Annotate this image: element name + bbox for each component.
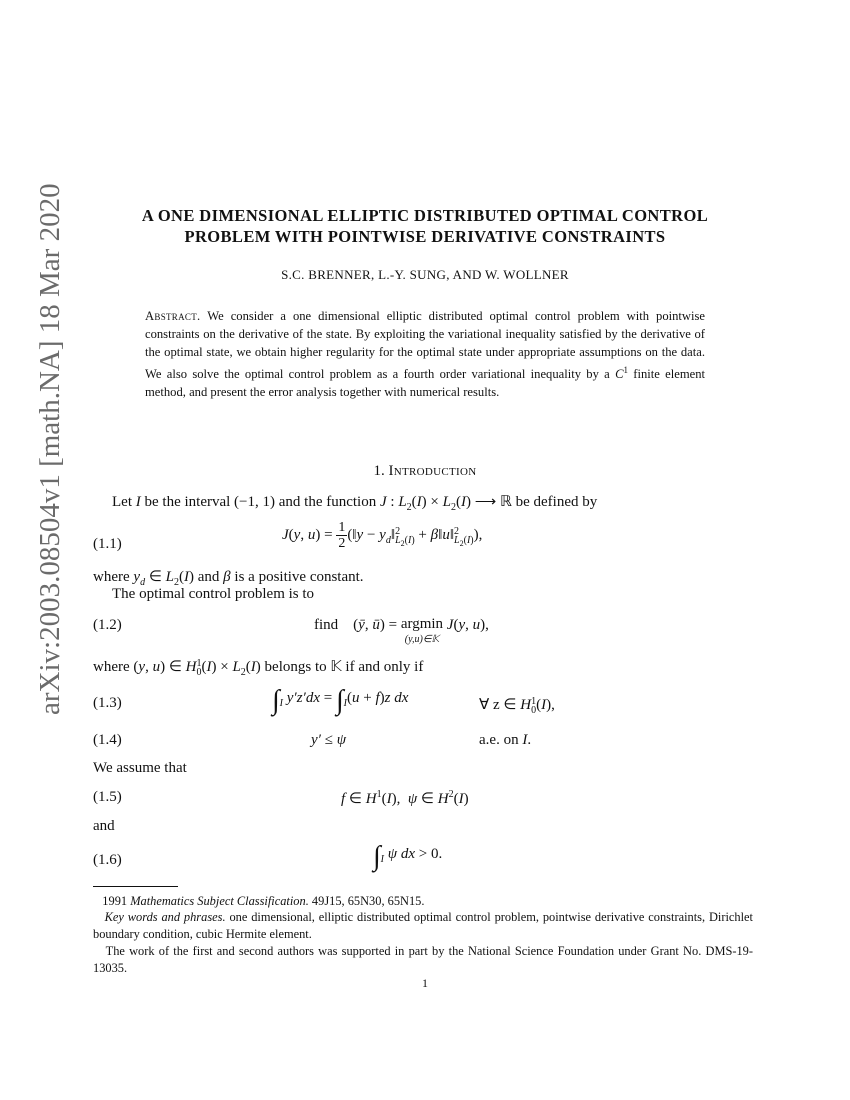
msc-year: 1991 <box>102 894 128 908</box>
section-heading <box>60 463 790 480</box>
equation-1-5: f ∈ $H^1(I)$, ψ ∈ $H^2(I)$ <box>341 789 469 807</box>
page-number: 1 <box>422 976 428 990</box>
text-find: find <box>314 617 339 633</box>
equation-number-1-3: (1.3) <box>93 695 122 711</box>
equation-1-1: J(y, u) = $\frac{1}{2}$ (‖y − $y_d‖2$ $L_2(I)$ + β‖u‖2 $L_2(I)$), <box>282 520 483 551</box>
funding-text: The work of the first and second authors was supported in part by the National Science Foundation under Grant No. DMS-19-13035. <box>93 944 754 975</box>
abstract <box>145 307 705 401</box>
text-where: where <box>93 569 130 585</box>
equation-number-1-1: (1.1) <box>93 536 122 552</box>
abstract-text-2: finite element method, and present the error analysis together with numerical results. <box>145 367 706 400</box>
msc-codes: 49J15, 65N30, 65N15. <box>311 894 425 908</box>
c1-superscript: 1 <box>623 365 628 375</box>
equation-number-1-2: (1.2) <box>93 617 122 633</box>
title-line-1: A ONE DIMENSIONAL ELLIPTIC DISTRIBUTED OPTIMAL CONTROL <box>141 206 709 225</box>
equation-1-6: $\int_I$ ψ dx > 0. <box>373 841 443 872</box>
abstract-label: Abstract. <box>145 309 201 323</box>
text-positive-constant: is a positive constant. <box>234 569 364 585</box>
text-interval: be the interval (−1, 1) and the function <box>144 494 377 510</box>
text-and: and <box>197 569 220 585</box>
intro-paragraph-4: where (y, u) ∈ H1 $0(I) \times L_2(I)$ belongs to 𝕂 if and only if <box>93 658 424 678</box>
keywords-text: one dimensional, elliptic distributed optimal control problem, pointwise derivative constraints, Dirichlet boundary condition, cubic Hermite element. <box>93 910 753 941</box>
text-belongs: belongs to 𝕂 if and only if <box>264 659 424 675</box>
text-defined-by: be defined by <box>515 494 598 510</box>
equation-1-4: y′ ≤ ψ <box>311 732 347 748</box>
arxiv-identifier: arXiv:2003.08504v1 [math.NA] 18 Mar 2020 <box>34 183 66 715</box>
intro-paragraph-1: Let I be the interval (−1, 1) and the function J : $L_2(I) \times L_2(I)$ ⟶ ℝ be defined by <box>112 494 598 513</box>
equation-number-1-6: (1.6) <box>93 852 122 868</box>
intro-paragraph-3: The optimal control problem is to <box>112 586 315 602</box>
footnote-divider <box>93 886 178 887</box>
authors: S.C. BRENNER, L.-Y. SUNG, AND W. WOLLNER <box>281 267 569 282</box>
c1-symbol: C <box>615 367 624 382</box>
footnote-funding <box>93 943 753 977</box>
equation-1-3: $\int_I$ $y'z'dx = \int_I(u + f)z$ dx <box>272 685 409 716</box>
msc-label: Mathematics Subject Classification. <box>130 894 309 908</box>
text-argmin: argmin <box>400 616 444 632</box>
abstract-text-1: We consider a one dimensional elliptic distributed optimal control problem with pointwise constraints on the derivative of the state. By exploiting the variational inequality satisfied by the derivative of the optimal state, we obtain higher regularity for the optimal state under appropriate assumptions on the data. We also solve the optimal control problem as a fourth order variational inequality by a <box>145 309 706 382</box>
section-number: 1. <box>373 463 385 479</box>
text-let: Let <box>112 494 132 510</box>
footnote-keywords <box>93 909 753 943</box>
text-ae-on: a.e. on <box>479 732 519 748</box>
text-forall: ∀ z ∈ <box>479 697 517 713</box>
intro-paragraph-5: We assume that <box>93 760 187 776</box>
footnote-msc <box>93 893 753 910</box>
equation-1-2: find (ȳ, ū) = argmin (y,u)∈𝕂 J(y, u), <box>314 616 489 645</box>
title-line-2: PROBLEM WITH POINTWISE DERIVATIVE CONSTRAINTS <box>184 227 666 246</box>
text-where-2: where <box>93 659 130 675</box>
equation-1-3-quantifier: ∀ z ∈ H1 0(I), <box>479 696 555 716</box>
equation-1-4-condition: a.e. on I. <box>479 732 532 748</box>
section-title: Introduction <box>388 463 477 479</box>
text-argmin-sub: (y,u)∈𝕂 <box>404 634 440 645</box>
intro-paragraph-2: where $y_d$ ∈ $L_2(I)$ and β is a positive constant. <box>93 569 364 588</box>
keywords-label: Key words and phrases. <box>104 910 226 924</box>
paper-title <box>60 205 790 247</box>
equation-number-1-4: (1.4) <box>93 732 122 748</box>
equation-number-1-5: (1.5) <box>93 789 122 805</box>
intro-paragraph-6: and <box>93 818 115 834</box>
